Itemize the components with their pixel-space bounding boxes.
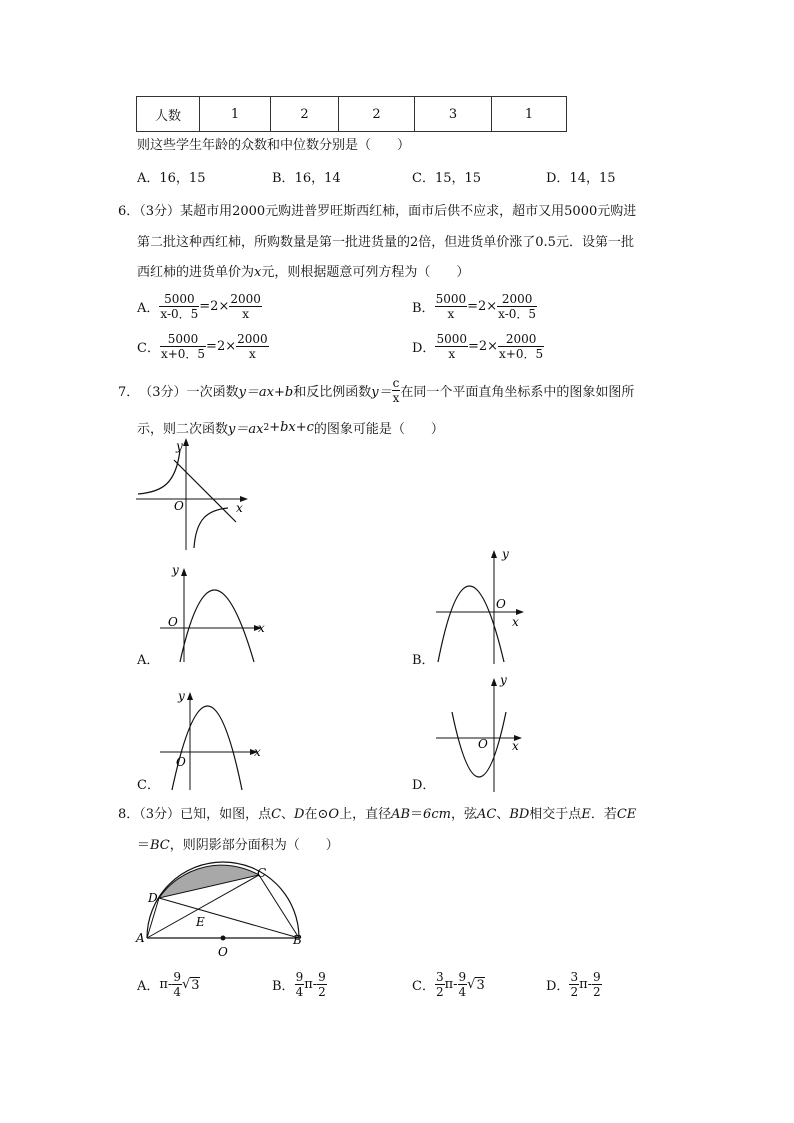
q5-option-a[interactable]: A．16，15 xyxy=(137,171,206,186)
x-axis-label: x xyxy=(254,745,261,759)
origin-label: O xyxy=(496,597,506,611)
y-axis-label: y xyxy=(178,689,185,703)
x-axis-label: x xyxy=(236,501,243,515)
q5-option-d[interactable]: D．14，15 xyxy=(546,171,616,186)
table-cell: 3 xyxy=(415,97,492,132)
q6-line1: 6．（3分）某超市用2000元购进普罗旺斯西红柿，面市后供不应求，超市又用5000元购进 xyxy=(118,204,637,219)
q7-option-b-label[interactable]: B． xyxy=(412,653,435,668)
x-axis-label: x xyxy=(512,739,519,753)
q8-semicircle-figure xyxy=(134,860,310,960)
table-row xyxy=(137,97,567,132)
center-point xyxy=(221,936,226,941)
y-arrow-icon xyxy=(181,568,187,576)
y-arrow-icon xyxy=(183,438,189,446)
q8-line1: 8．（3分）已知，如图，点C、D在⊙O上，直径AB＝6cm，弦AC、BD相交于点E．若CE xyxy=(118,807,637,822)
q7-option-c-graph[interactable] xyxy=(158,688,268,792)
label-o: O xyxy=(218,945,228,959)
q7-reference-graph xyxy=(136,438,248,552)
y-arrow-icon xyxy=(491,550,497,558)
q8-line2: ＝BC，则阴影部分面积为（ ） xyxy=(137,838,339,853)
hyperbola-branch-left xyxy=(138,450,180,494)
q6-line3: 西红柿的进货单价为x元，则根据题意可列方程为（ ） xyxy=(137,265,470,280)
table-header-cell: 人数 xyxy=(137,97,200,132)
q8-option-d[interactable]: D． $\frac{3}{2}$ π- $\frac{9}{2}$ xyxy=(546,970,601,999)
label-b: B xyxy=(293,933,302,947)
y-arrow-icon xyxy=(187,692,193,700)
q5-stem: 则这些学生年龄的众数和中位数分别是（ ） xyxy=(137,138,411,153)
q7-option-a-graph[interactable] xyxy=(158,560,268,664)
q6-option-c[interactable]: C． $\frac{5000}{x+0.5}$ =2× $\frac{2000}{x}$ xyxy=(137,332,268,361)
q6-option-d[interactable]: D． $\frac{5000}{x}$ =2× $\frac{2000}{x+0.5}$ xyxy=(412,332,544,361)
y-axis-label: y xyxy=(172,563,179,577)
q8-option-b[interactable]: B． $\frac{9}{4}$ π- $\frac{9}{2}$ xyxy=(272,970,326,999)
x-axis-label: x xyxy=(258,621,265,635)
q5-option-b[interactable]: B．16，14 xyxy=(272,171,341,186)
label-c: C xyxy=(257,866,267,880)
table-cell: 2 xyxy=(271,97,339,132)
label-e: E xyxy=(196,915,205,929)
q7-option-d-graph[interactable] xyxy=(434,672,534,794)
y-axis-label: y xyxy=(502,547,509,561)
hyperbola-branch-right xyxy=(194,508,228,548)
x-axis-label: x xyxy=(512,615,519,629)
y-axis-label: y xyxy=(500,673,507,687)
shaded-segment xyxy=(159,865,259,898)
q7-line1: 7． （3分） 一次函数 y＝ax+b 和反比例函数 y＝ $\frac{c}{x}$ 在同一个平面直角坐标系中的图象如图所 xyxy=(118,376,635,405)
q7-option-a-label[interactable]: A． xyxy=(137,653,160,668)
origin-label: O xyxy=(168,615,178,629)
parabola-curve xyxy=(180,590,254,662)
q6-option-b[interactable]: B． $\frac{5000}{x}$ =2× $\frac{2000}{x-0.5}$ xyxy=(412,292,537,321)
label-d: D xyxy=(148,891,158,905)
q6-line2: 第二批这种西红柿，所购数量是第一批进货量的2倍，但进货单价涨了0.5元．设第一批 xyxy=(137,235,634,250)
q6-option-a[interactable]: A． $\frac{5000}{x-0.5}$ =2× $\frac{2000}{x}$ xyxy=(137,292,261,321)
age-count-table xyxy=(136,96,567,132)
q7-line2: 示，则二次函数 y＝ax 2 +bx+c 的图象可能是（ ） xyxy=(137,420,444,437)
origin-label: O xyxy=(176,755,186,769)
label-a: A xyxy=(136,931,145,945)
q7-option-b-graph[interactable] xyxy=(432,546,532,666)
q7-option-d-label[interactable]: D． xyxy=(412,778,436,793)
y-axis-label: y xyxy=(176,439,183,453)
table-cell: 1 xyxy=(200,97,271,132)
parabola-curve xyxy=(172,706,242,790)
q8-option-a[interactable]: A． π- $\frac{9}{4}$ √ 3 xyxy=(137,970,200,999)
table-cell: 1 xyxy=(492,97,567,132)
origin-label: O xyxy=(478,737,488,751)
q5-option-c[interactable]: C．15，15 xyxy=(412,171,482,186)
table-cell: 2 xyxy=(339,97,415,132)
y-arrow-icon xyxy=(491,678,497,686)
origin-label: O xyxy=(174,499,184,513)
q8-option-c[interactable]: C． $\frac{3}{2}$ π- $\frac{9}{4}$ √ 3 xyxy=(412,970,485,999)
q7-option-c-label[interactable]: C． xyxy=(137,778,160,793)
